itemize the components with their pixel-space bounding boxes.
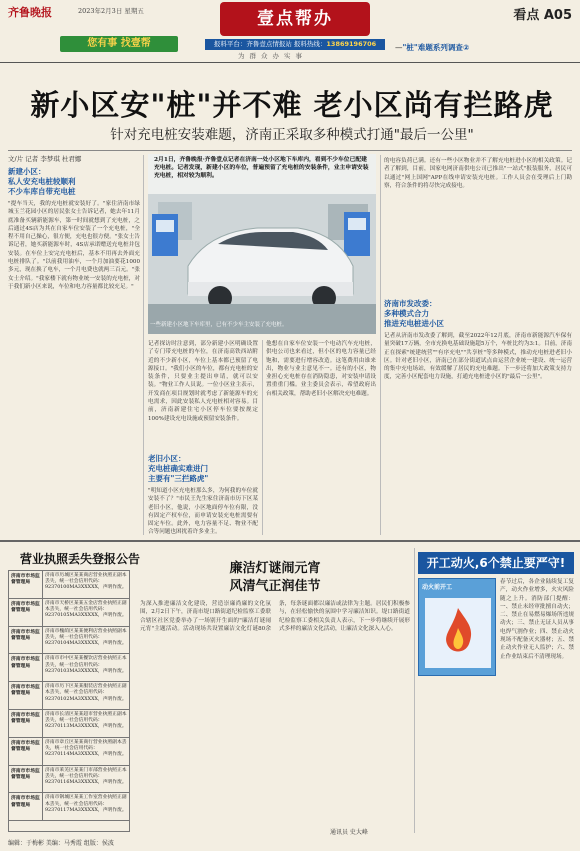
paragraph: 记者探访时注意到，部分新建小区明确设置了专门带充电桩的车位，在济南高铁西站附近的不少新小区，车位上基本都已预留了电源接口。"我们小区的车位，都有充电桩的安装条件，只要业主提出申请，就可以安装。"物业工作人员说。一位小区业主表示，开发商在项目规划时就考虑了新能源车的充电需求，因此安装私人充电桩相对容易。目前，济南新建住宅小区停车位要按规定100%建设充电设施或预留安装条件。 — [148, 341, 258, 422]
section-divider — [0, 540, 580, 542]
slogan-badge: 您有事 找壹帮 — [60, 36, 178, 52]
ad-authority: 济南市市场监督管理局 — [9, 710, 43, 737]
section-title: 推进充电桩进小区 — [384, 319, 444, 328]
headline-divider — [8, 150, 572, 151]
ad-text: 济南市历城区某某商店营业执照正副本丢失，统一社会信用代码：92370100MA3XXXXX，声明作废。 — [45, 573, 127, 591]
paragraph: 的电容负荷已满。还有一些小区物业并不了解充电桩进小区的相关政策。记者了解到，目前，国家电网济南供电公司已推出"一站式"报装服务，居民可以通过"网上国网"APP在线申请安装充电桩。工作人员会在受理后上门勘察，符合条件的将尽快完成接电。 — [384, 158, 572, 189]
section-label: 新建小区： — [8, 167, 46, 176]
column-3 — [266, 340, 376, 535]
ad-table — [8, 570, 130, 832]
ad-authority: 济南市市场监督管理局 — [9, 571, 43, 598]
column-2 — [148, 340, 258, 536]
photo-subcaption: 一些新建小区地下车库里，已有不少车主安装了充电桩。 — [150, 322, 288, 328]
ad-row — [9, 710, 129, 738]
ad-text: 济南市长清区某某超市营业执照正副本丢失，统一社会信用代码：92370113MA3XXXXX，声明作废。 — [45, 711, 127, 730]
ad-text: 济南市章丘区某某商行营业执照副本丢失，统一社会信用代码：92370114MA3XXXXX，声明作废。 — [45, 739, 127, 758]
column-logo: 壹点帮办 — [220, 2, 370, 36]
subheadline: 针对充电桩安装难题，济南正采取多种模式打通"最后一公里" — [110, 127, 474, 143]
ad-authority: 济南市市场监督管理局 — [9, 627, 43, 654]
sub-slogan: 为群众办实事 — [238, 52, 307, 60]
page-code: 看点 A05 — [513, 8, 572, 23]
section-title: 充电桩确实难进门 — [148, 464, 208, 473]
ad-row — [9, 682, 129, 710]
series-title: "桩"难题系列调查② — [402, 43, 470, 52]
section-label: 老旧小区： — [148, 454, 186, 463]
paragraph: 他想在自家车位安装一个电动汽车充电桩，供电公司也来看过，但小区的电力容量已经饱和，需要进行增容改造。这笔费用由谁来出，物业与业主意见不一。还有的小区，物业担心充电桩存在消防隐患，对安装申请设置重重门槛。业主委员会表示，希望政府出台相关政策，帮助老旧小区解决充电难题。 — [266, 341, 376, 397]
ad-text: 济南市钢城区某某工作室营业执照正副本丢失，统一社会信用代码：92370117MA3XXXXX，声明作废。 — [45, 795, 127, 813]
section-title: 不少车库自带充电桩 — [8, 187, 76, 196]
section-title: 多种模式合力 — [384, 309, 429, 318]
column-rule — [414, 548, 415, 833]
ad-authority: 济南市市场监督管理局 — [9, 793, 43, 820]
ad-authority: 济南市市场监督管理局 — [9, 599, 43, 626]
poster-title: 动火前开工 — [422, 584, 453, 591]
ad-row — [9, 766, 129, 794]
ad-text: 济南市市中区某某餐饮店营业执照正本丢失，统一社会信用代码：92370103MA3XXXXX，声明作废。 — [45, 656, 127, 674]
lantern-headline — [140, 560, 410, 596]
ad-row — [9, 571, 129, 599]
ad-text: 济南市槐荫区某某便利店营业执照副本丢失，统一社会信用代码：92370104MA3XXXXX，声明作废。 — [45, 628, 127, 646]
headline-line: 廉洁灯谜闹元宵 — [229, 561, 321, 576]
hotline-text: 报料平台：齐鲁壹点情报站 报料热线： — [213, 40, 327, 48]
ad-authority: 济南市市场监督管理局 — [9, 766, 43, 793]
column-rule — [380, 155, 381, 535]
fire-safety-poster — [418, 578, 496, 676]
byline: 文/片 记者 李梦琪 杜君娜 — [8, 155, 82, 163]
fire-warning-icon — [419, 594, 497, 674]
ad-text: 济南市莱芜区某某门市部营业执照正本丢失，统一社会信用代码：92370116MA3XXXXX，声明作废。 — [45, 767, 127, 785]
ad-authority: 济南市市场监督管理局 — [9, 682, 43, 709]
section-title: 私人安充电桩较顺利 — [8, 177, 76, 186]
page-footer: 编辑：于梅彬 美编：马秀霞 组版：侯波 — [8, 840, 114, 847]
ad-authority: 济南市市场监督管理局 — [9, 738, 43, 765]
lantern-article: 为深入推进廉洁文化建设，营造崇廉尚廉的文化氛围，2月2日下午，济南市堤口路街道纪检监察工委联合辖区社区党委举办了一场别开生面的"廉洁灯谜闹元宵"主题活动。活动现场共设置廉洁文化灯谜80余条，每条谜面都以廉洁或法律为主题。居民们积极参与，在轻松愉快的氛围中学习廉洁知识。堤口路街道纪检监察工委相关负责人表示，下一步将继续开展形式多样的廉洁文化活动，让廉洁文化深入人心。 — [140, 601, 410, 632]
column-rule — [143, 155, 144, 535]
paragraph: "提车当天，我的充电桩就安装好了。"家住济南市绿城玉兰花园小区的居民张女士告诉记者，她去年11月底准备买辆新能源车，第一时间就想到了充电桩，之后通过4S店为其在自家车位安装了一个充电桩，"全程不用自己操心，很方便，充电也很方便。"张女士告诉记者，她买新能源车时，4S店承诺赠送充电桩并包安装。在车位上安完充电桩后，基本不用再去外面充电桩排队了。"以前我用油车，一个月加油要花1000多元，现在换了电车，一个月电费也就两三百元。"张女士介绍。"我家楼下就有物业统一安装的充电桩，对于我们新小区来说，车位和电力容量都比较充足。" — [8, 201, 140, 290]
column-rule — [262, 340, 263, 535]
column-4 — [384, 157, 572, 528]
ad-row — [9, 793, 129, 821]
ad-row — [9, 738, 129, 766]
masthead: 齐鲁晚报 — [8, 6, 52, 19]
series-label: —"桩"难题系列调查② — [395, 43, 470, 52]
photo-caption: 2月1日，齐鲁晚报·齐鲁壹点记者在济南一处小区地下车库内，看到不少车位已配建充电桩。记者发现，新建小区的车位，普遍预留了充电桩的安装条件，业主申请安装充电桩，相对较为顺利。 — [154, 157, 369, 179]
ad-authority: 济南市市场监督管理局 — [9, 654, 43, 681]
ad-row — [9, 599, 129, 627]
hotline-bar — [205, 39, 385, 50]
hotline-number: 13869196706 — [326, 40, 377, 48]
ad-text: 济南市天桥区某某五金店营业执照正副本丢失，统一社会信用代码：92370105MA3XXXXX，声明作废。 — [45, 600, 127, 619]
ad-row — [9, 627, 129, 655]
column-1 — [8, 167, 140, 535]
ad-section-title: 营业执照丢失登报公告 — [20, 552, 141, 566]
lantern-author: 通讯员 史大峰 — [330, 829, 368, 836]
section-label: 济南市发改委： — [384, 299, 437, 308]
paragraph: 记者从济南市发改委了解到，截至2022年12月底，济南市新能源汽车保有量突破17万辆，全市充换电基础设施超5万个，车桩比约为3:1。目前，济南正在探索"统建统营""有序充电""共享桩"等多种模式，推动充电桩进老旧小区。针对老旧小区，济南已在部分街道试点由运营企业统一建设、统一运营的集中充电场站，有效缓解了居民的充电难题。下一步还将加大政策支持力度，完善小区配套电力设施，打通充电桩进小区的"最后一公里"。 — [384, 333, 572, 381]
ad-text: 济南市历下区某某服装店营业执照正副本丢失，统一社会信用代码：92370102MA3XXXXX，声明作废。 — [45, 684, 127, 702]
ad-row — [9, 654, 129, 682]
paragraph: "明知道小区充电桩那么多，为何我的车位就安装不了？"市民王先生家住济南市历下区某老旧小区，他说，小区地面停车位有限，没有固定产权车位，而申请安装充电桩需要有固定车位。此外，电力容量不足、物业不配合等问题也困扰着许多业主。 — [148, 488, 258, 536]
fire-safety-article: 春节过后，各企业陆续复工复产，动火作业增多，火灾风险随之上升。消防部门提醒：一、禁止未经审批擅自动火；二、禁止在易燃易爆场所违规动火；三、禁止无证人员从事电焊气割作业；四、禁止动火现场不配备灭火器材；五、禁止动火作业无人监护；六、禁止作业结束后不清理现场。 — [500, 579, 574, 660]
header-divider — [0, 62, 580, 63]
headline-line: 风清气正润佳节 — [229, 579, 321, 594]
dateline: 2023年2月3日 星期五 — [78, 7, 144, 15]
section-title: 主要有"三拦路虎" — [148, 474, 209, 483]
headline: 新小区安"桩"并不难 老小区尚有拦路虎 — [30, 88, 554, 122]
fire-safety-headline: 开工动火,6个禁止要严守! — [418, 552, 574, 574]
